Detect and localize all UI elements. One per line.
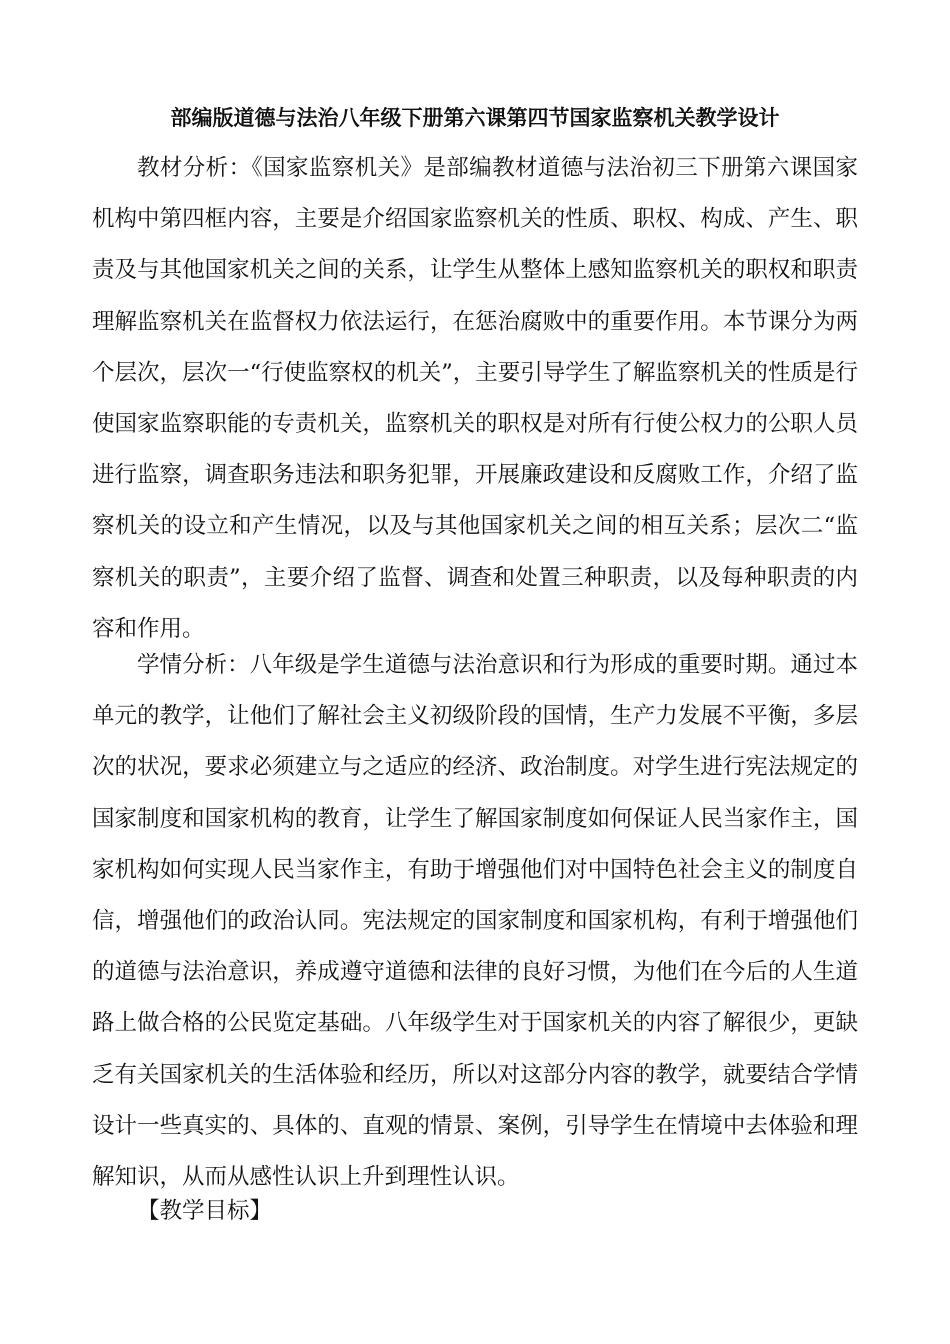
student-analysis-paragraph: 学情分析：八年级是学生道德与法治意识和行为形成的重要时期。通过本单元的教学，让他们了解社会主义初级阶段的国情，生产力发展不平衡，多层次的状况，要求必须建立与之适应的经济、政治制度。对学生进行宪法规定的国家制度和国家机构的教育，让学生了解国家制度如何保证人民当家作主，国家机构如何实现人民当家作主，有助于增强他们对中国特色社会主义的制度自信，增强他们的政治认同。宪法规定的国家制度和国家机构，有利于增强他们的道德与法治意识，养成遵守道德和法律的良好习惯，为他们在今后的人生道路上做合格的公民览定基础。八年级学生对于国家机关的内容了解很少，更缺乏有关国家机关的生活体验和经历，所以对这部分内容的教学，就要结合学情设计一些真实的、具体的、直观的情景、案例，引导学生在情境中去体验和理解知识，从而从感性认识上升到理性认识。 bbox=[92, 652, 858, 1191]
textbook-analysis-paragraph: 教材分析：《国家监察机关》是部编教材道德与法治初三下册第六课国家机构中第四框内容，主要是介绍国家监察机关的性质、职权、构成、产生、职责及与其他国家机关之间的关系，让学生从整体上感知监察机关的职权和职责理解监察机关在监督权力依法运行，在惩治腐败中的重要作用。本节课分为两个层次，层次一“行使监察权的机关”，主要引导学生了解监察机关的性质是行使国家监察职能的专责机关，监察机关的职权是对所有行使公权力的公职人员进行监察，调查职务违法和职务犯罪，开展廉政建设和反腐败工作，介绍了监察机关的设立和产生情况，以及与其他国家机关之间的相互关系；层次二“监察机关的职责”，主要介绍了监督、调查和处置三种职责，以及每种职责的内容和作用。 bbox=[92, 155, 858, 642]
teaching-objectives-heading: 【教学目标】 bbox=[137, 1198, 273, 1224]
document-title: 部编版道德与法治八年级下册第六课第四节国家监察机关教学设计 bbox=[170, 105, 780, 130]
